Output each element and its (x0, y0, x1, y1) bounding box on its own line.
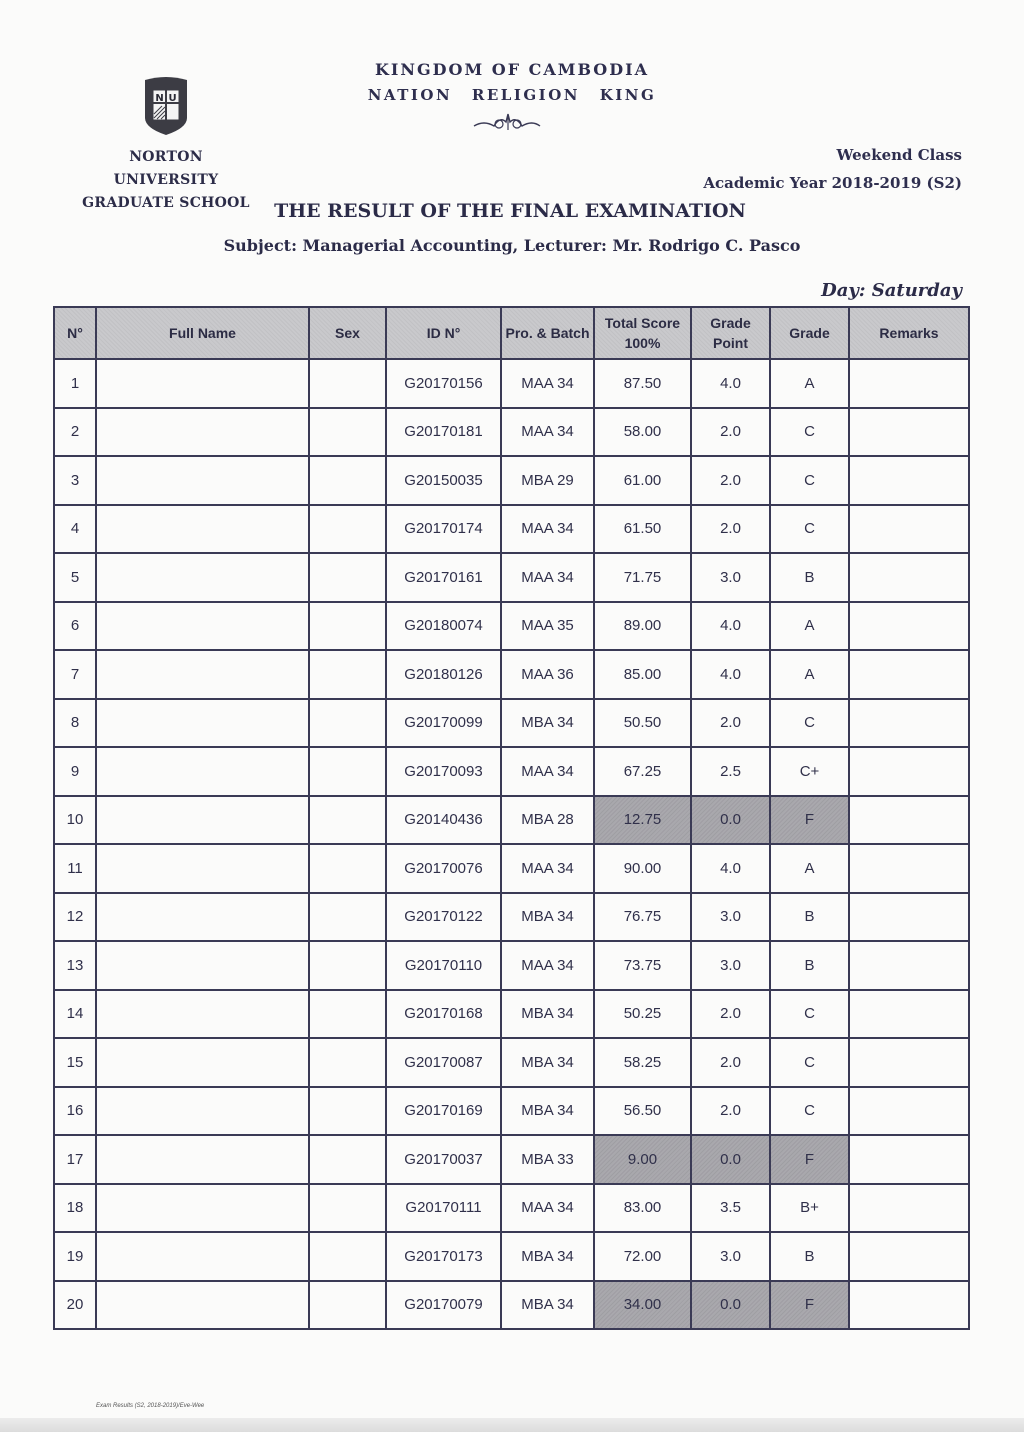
academic-year: Academic Year 2018-2019 (S2) (703, 174, 962, 192)
col-header-id: ID N° (386, 307, 501, 359)
cell-sex (309, 796, 386, 845)
cell-full-name (96, 1135, 309, 1184)
cell-remarks (849, 456, 969, 505)
col-header-full-name: Full Name (96, 307, 309, 359)
cell-total-score: 58.25 (594, 1038, 691, 1087)
cell-no: 7 (54, 650, 96, 699)
cell-no: 2 (54, 408, 96, 457)
cell-remarks (849, 602, 969, 651)
total-score-line1: Total Score (604, 315, 681, 331)
cell-full-name (96, 1281, 309, 1330)
col-header-sex: Sex (309, 307, 386, 359)
cell-id: G20170174 (386, 505, 501, 554)
cell-id: G20170110 (386, 941, 501, 990)
results-table (53, 306, 970, 1330)
cell-remarks (849, 747, 969, 796)
cell-sex (309, 1184, 386, 1233)
col-header-batch: Pro. & Batch (501, 307, 594, 359)
ornament-icon (472, 110, 542, 134)
cell-grade-point: 2.0 (691, 990, 770, 1039)
cell-sex (309, 1281, 386, 1330)
table-row (54, 747, 969, 796)
cell-no: 15 (54, 1038, 96, 1087)
cell-batch: MAA 34 (501, 1184, 594, 1233)
cell-sex (309, 941, 386, 990)
table-row (54, 359, 969, 408)
cell-sex (309, 505, 386, 554)
cell-grade: B+ (770, 1184, 849, 1233)
cell-batch: MAA 34 (501, 505, 594, 554)
cell-total-score: 61.00 (594, 456, 691, 505)
cell-grade: C (770, 1087, 849, 1136)
cell-grade-point: 3.0 (691, 893, 770, 942)
cell-batch: MAA 34 (501, 408, 594, 457)
cell-no: 18 (54, 1184, 96, 1233)
cell-sex (309, 650, 386, 699)
cell-sex (309, 1087, 386, 1136)
cell-grade-point: 0.0 (691, 1281, 770, 1330)
table-row (54, 990, 969, 1039)
cell-remarks (849, 1038, 969, 1087)
school-name: GRADUATE SCHOOL (82, 195, 250, 211)
cell-no: 17 (54, 1135, 96, 1184)
cell-total-score: 34.00 (594, 1281, 691, 1330)
cell-id: G20170156 (386, 359, 501, 408)
cell-full-name (96, 505, 309, 554)
cell-sex (309, 893, 386, 942)
cell-total-score: 50.50 (594, 699, 691, 748)
cell-grade-point: 2.0 (691, 699, 770, 748)
cell-remarks (849, 796, 969, 845)
cell-batch: MAA 34 (501, 553, 594, 602)
cell-grade-point: 2.0 (691, 408, 770, 457)
cell-full-name (96, 1038, 309, 1087)
cell-sex (309, 844, 386, 893)
table-row (54, 941, 969, 990)
cell-sex (309, 990, 386, 1039)
cell-full-name (96, 1232, 309, 1281)
table-row (54, 602, 969, 651)
cell-full-name (96, 602, 309, 651)
cell-id: G20170111 (386, 1184, 501, 1233)
table-row (54, 1184, 969, 1233)
cell-sex (309, 747, 386, 796)
table-row (54, 1281, 969, 1330)
cell-batch: MAA 35 (501, 602, 594, 651)
document-title (0, 200, 1024, 222)
table-header-row (54, 307, 969, 359)
cell-remarks (849, 553, 969, 602)
cell-grade: F (770, 1135, 849, 1184)
cell-batch: MBA 34 (501, 1232, 594, 1281)
col-header-total-score (594, 307, 691, 359)
cell-sex (309, 1038, 386, 1087)
cell-total-score: 12.75 (594, 796, 691, 845)
cell-id: G20170087 (386, 1038, 501, 1087)
university-name: NORTON UNIVERSITY (113, 149, 219, 188)
cell-full-name (96, 456, 309, 505)
cell-no: 8 (54, 699, 96, 748)
total-score-line2: 100% (624, 335, 661, 351)
cell-grade-point: 4.0 (691, 359, 770, 408)
cell-no: 16 (54, 1087, 96, 1136)
cell-id: G20180074 (386, 602, 501, 651)
cell-no: 10 (54, 796, 96, 845)
class-type: Weekend Class (836, 146, 962, 164)
cell-no: 5 (54, 553, 96, 602)
col-header-no: N° (54, 307, 96, 359)
cell-id: G20170181 (386, 408, 501, 457)
cell-total-score: 73.75 (594, 941, 691, 990)
cell-no: 3 (54, 456, 96, 505)
table-row (54, 844, 969, 893)
cell-no: 4 (54, 505, 96, 554)
cell-no: 6 (54, 602, 96, 651)
cell-grade-point: 0.0 (691, 796, 770, 845)
cell-batch: MBA 34 (501, 1281, 594, 1330)
table-row (54, 1087, 969, 1136)
cell-total-score: 85.00 (594, 650, 691, 699)
cell-total-score: 58.00 (594, 408, 691, 457)
cell-sex (309, 553, 386, 602)
cell-total-score: 87.50 (594, 359, 691, 408)
table-row (54, 1038, 969, 1087)
cell-remarks (849, 893, 969, 942)
cell-full-name (96, 1087, 309, 1136)
cell-remarks (849, 990, 969, 1039)
cell-full-name (96, 408, 309, 457)
table-row (54, 505, 969, 554)
cell-grade: F (770, 796, 849, 845)
cell-no: 14 (54, 990, 96, 1039)
cell-no: 13 (54, 941, 96, 990)
cell-total-score: 50.25 (594, 990, 691, 1039)
cell-id: G20170099 (386, 699, 501, 748)
cell-total-score: 76.75 (594, 893, 691, 942)
scan-edge (0, 1418, 1024, 1432)
cell-no: 11 (54, 844, 96, 893)
cell-sex (309, 602, 386, 651)
cell-grade: C (770, 990, 849, 1039)
cell-remarks (849, 1135, 969, 1184)
cell-id: G20150035 (386, 456, 501, 505)
cell-total-score: 61.50 (594, 505, 691, 554)
cell-full-name (96, 844, 309, 893)
cell-full-name (96, 650, 309, 699)
cell-id: G20170079 (386, 1281, 501, 1330)
subject-line: Subject: Managerial Accounting, Lecturer: Mr. Rodrigo C. Pasco (223, 236, 801, 255)
cell-no: 1 (54, 359, 96, 408)
cell-id: G20170037 (386, 1135, 501, 1184)
cell-batch: MAA 34 (501, 747, 594, 796)
cell-no: 9 (54, 747, 96, 796)
table-row (54, 553, 969, 602)
cell-batch: MAA 34 (501, 941, 594, 990)
cell-full-name (96, 941, 309, 990)
col-header-grade: Grade (770, 307, 849, 359)
cell-batch: MAA 36 (501, 650, 594, 699)
cell-id: G20170122 (386, 893, 501, 942)
cell-full-name (96, 990, 309, 1039)
cell-grade-point: 2.0 (691, 505, 770, 554)
cell-total-score: 9.00 (594, 1135, 691, 1184)
cell-grade: C (770, 505, 849, 554)
cell-grade-point: 2.0 (691, 1087, 770, 1136)
cell-id: G20170076 (386, 844, 501, 893)
cell-remarks (849, 505, 969, 554)
cell-grade-point: 3.5 (691, 1184, 770, 1233)
cell-full-name (96, 747, 309, 796)
cell-total-score: 71.75 (594, 553, 691, 602)
cell-full-name (96, 796, 309, 845)
university-logo-icon (142, 74, 190, 136)
cell-batch: MBA 28 (501, 796, 594, 845)
cell-sex (309, 456, 386, 505)
cell-batch: MBA 34 (501, 1087, 594, 1136)
cell-id: G20170173 (386, 1232, 501, 1281)
cell-no: 12 (54, 893, 96, 942)
cell-batch: MBA 34 (501, 990, 594, 1039)
svg-text:U: U (168, 93, 177, 104)
cell-sex (309, 1232, 386, 1281)
cell-grade: F (770, 1281, 849, 1330)
cell-total-score: 89.00 (594, 602, 691, 651)
cell-grade-point: 2.0 (691, 456, 770, 505)
cell-batch: MAA 34 (501, 359, 594, 408)
cell-id: G20170169 (386, 1087, 501, 1136)
cell-full-name (96, 553, 309, 602)
cell-grade-point: 4.0 (691, 602, 770, 651)
table-row (54, 1232, 969, 1281)
table-row (54, 456, 969, 505)
cell-batch: MBA 34 (501, 699, 594, 748)
cell-grade-point: 3.0 (691, 941, 770, 990)
cell-grade: A (770, 650, 849, 699)
cell-remarks (849, 941, 969, 990)
table-row (54, 650, 969, 699)
cell-remarks (849, 1281, 969, 1330)
cell-sex (309, 359, 386, 408)
cell-batch: MBA 29 (501, 456, 594, 505)
cell-grade: C (770, 456, 849, 505)
col-header-remarks: Remarks (849, 307, 969, 359)
cell-remarks (849, 844, 969, 893)
document-title-text: THE RESULT OF THE FINAL EXAMINATION (274, 200, 746, 222)
cell-grade: C (770, 699, 849, 748)
cell-id: G20170093 (386, 747, 501, 796)
cell-total-score: 83.00 (594, 1184, 691, 1233)
cell-grade: B (770, 941, 849, 990)
cell-full-name (96, 893, 309, 942)
cell-grade: A (770, 602, 849, 651)
cell-grade-point: 2.0 (691, 1038, 770, 1087)
cell-grade-point: 4.0 (691, 844, 770, 893)
cell-remarks (849, 359, 969, 408)
cell-remarks (849, 408, 969, 457)
cell-total-score: 56.50 (594, 1087, 691, 1136)
table-row (54, 893, 969, 942)
cell-full-name (96, 359, 309, 408)
table-row (54, 796, 969, 845)
cell-remarks (849, 1087, 969, 1136)
cell-full-name (96, 699, 309, 748)
cell-remarks (849, 1232, 969, 1281)
cell-grade: A (770, 359, 849, 408)
cell-sex (309, 1135, 386, 1184)
kingdom-title: KINGDOM OF CAMBODIA (374, 60, 650, 79)
cell-batch: MBA 34 (501, 893, 594, 942)
cell-batch: MBA 34 (501, 1038, 594, 1087)
cell-sex (309, 699, 386, 748)
cell-remarks (849, 1184, 969, 1233)
cell-batch: MAA 34 (501, 844, 594, 893)
cell-grade: B (770, 893, 849, 942)
cell-grade-point: 0.0 (691, 1135, 770, 1184)
cell-grade-point: 3.0 (691, 1232, 770, 1281)
grade-point-line2: Point (713, 335, 748, 351)
cell-grade: C (770, 408, 849, 457)
cell-batch: MBA 33 (501, 1135, 594, 1184)
svg-text:N: N (155, 93, 164, 104)
cell-sex (309, 408, 386, 457)
footer-file-note: Exam Results (S2, 2018-2019)/Eve-Wee (96, 1403, 205, 1409)
national-motto: NATION RELIGION KING (367, 86, 657, 104)
cell-total-score: 72.00 (594, 1232, 691, 1281)
cell-no: 19 (54, 1232, 96, 1281)
table-row (54, 1135, 969, 1184)
cell-grade: A (770, 844, 849, 893)
cell-no: 20 (54, 1281, 96, 1330)
table-row (54, 408, 969, 457)
cell-id: G20140436 (386, 796, 501, 845)
cell-id: G20180126 (386, 650, 501, 699)
cell-grade-point: 2.5 (691, 747, 770, 796)
cell-full-name (96, 1184, 309, 1233)
cell-remarks (849, 650, 969, 699)
grade-point-line1: Grade (710, 315, 751, 331)
cell-grade: C (770, 1038, 849, 1087)
col-header-grade-point (691, 307, 770, 359)
cell-id: G20170161 (386, 553, 501, 602)
cell-id: G20170168 (386, 990, 501, 1039)
cell-remarks (849, 699, 969, 748)
cell-grade: C+ (770, 747, 849, 796)
cell-grade: B (770, 1232, 849, 1281)
day-label: Day: Saturday (821, 280, 962, 301)
cell-total-score: 67.25 (594, 747, 691, 796)
cell-total-score: 90.00 (594, 844, 691, 893)
cell-grade-point: 3.0 (691, 553, 770, 602)
table-row (54, 699, 969, 748)
cell-grade-point: 4.0 (691, 650, 770, 699)
cell-grade: B (770, 553, 849, 602)
results-body (54, 359, 969, 1329)
